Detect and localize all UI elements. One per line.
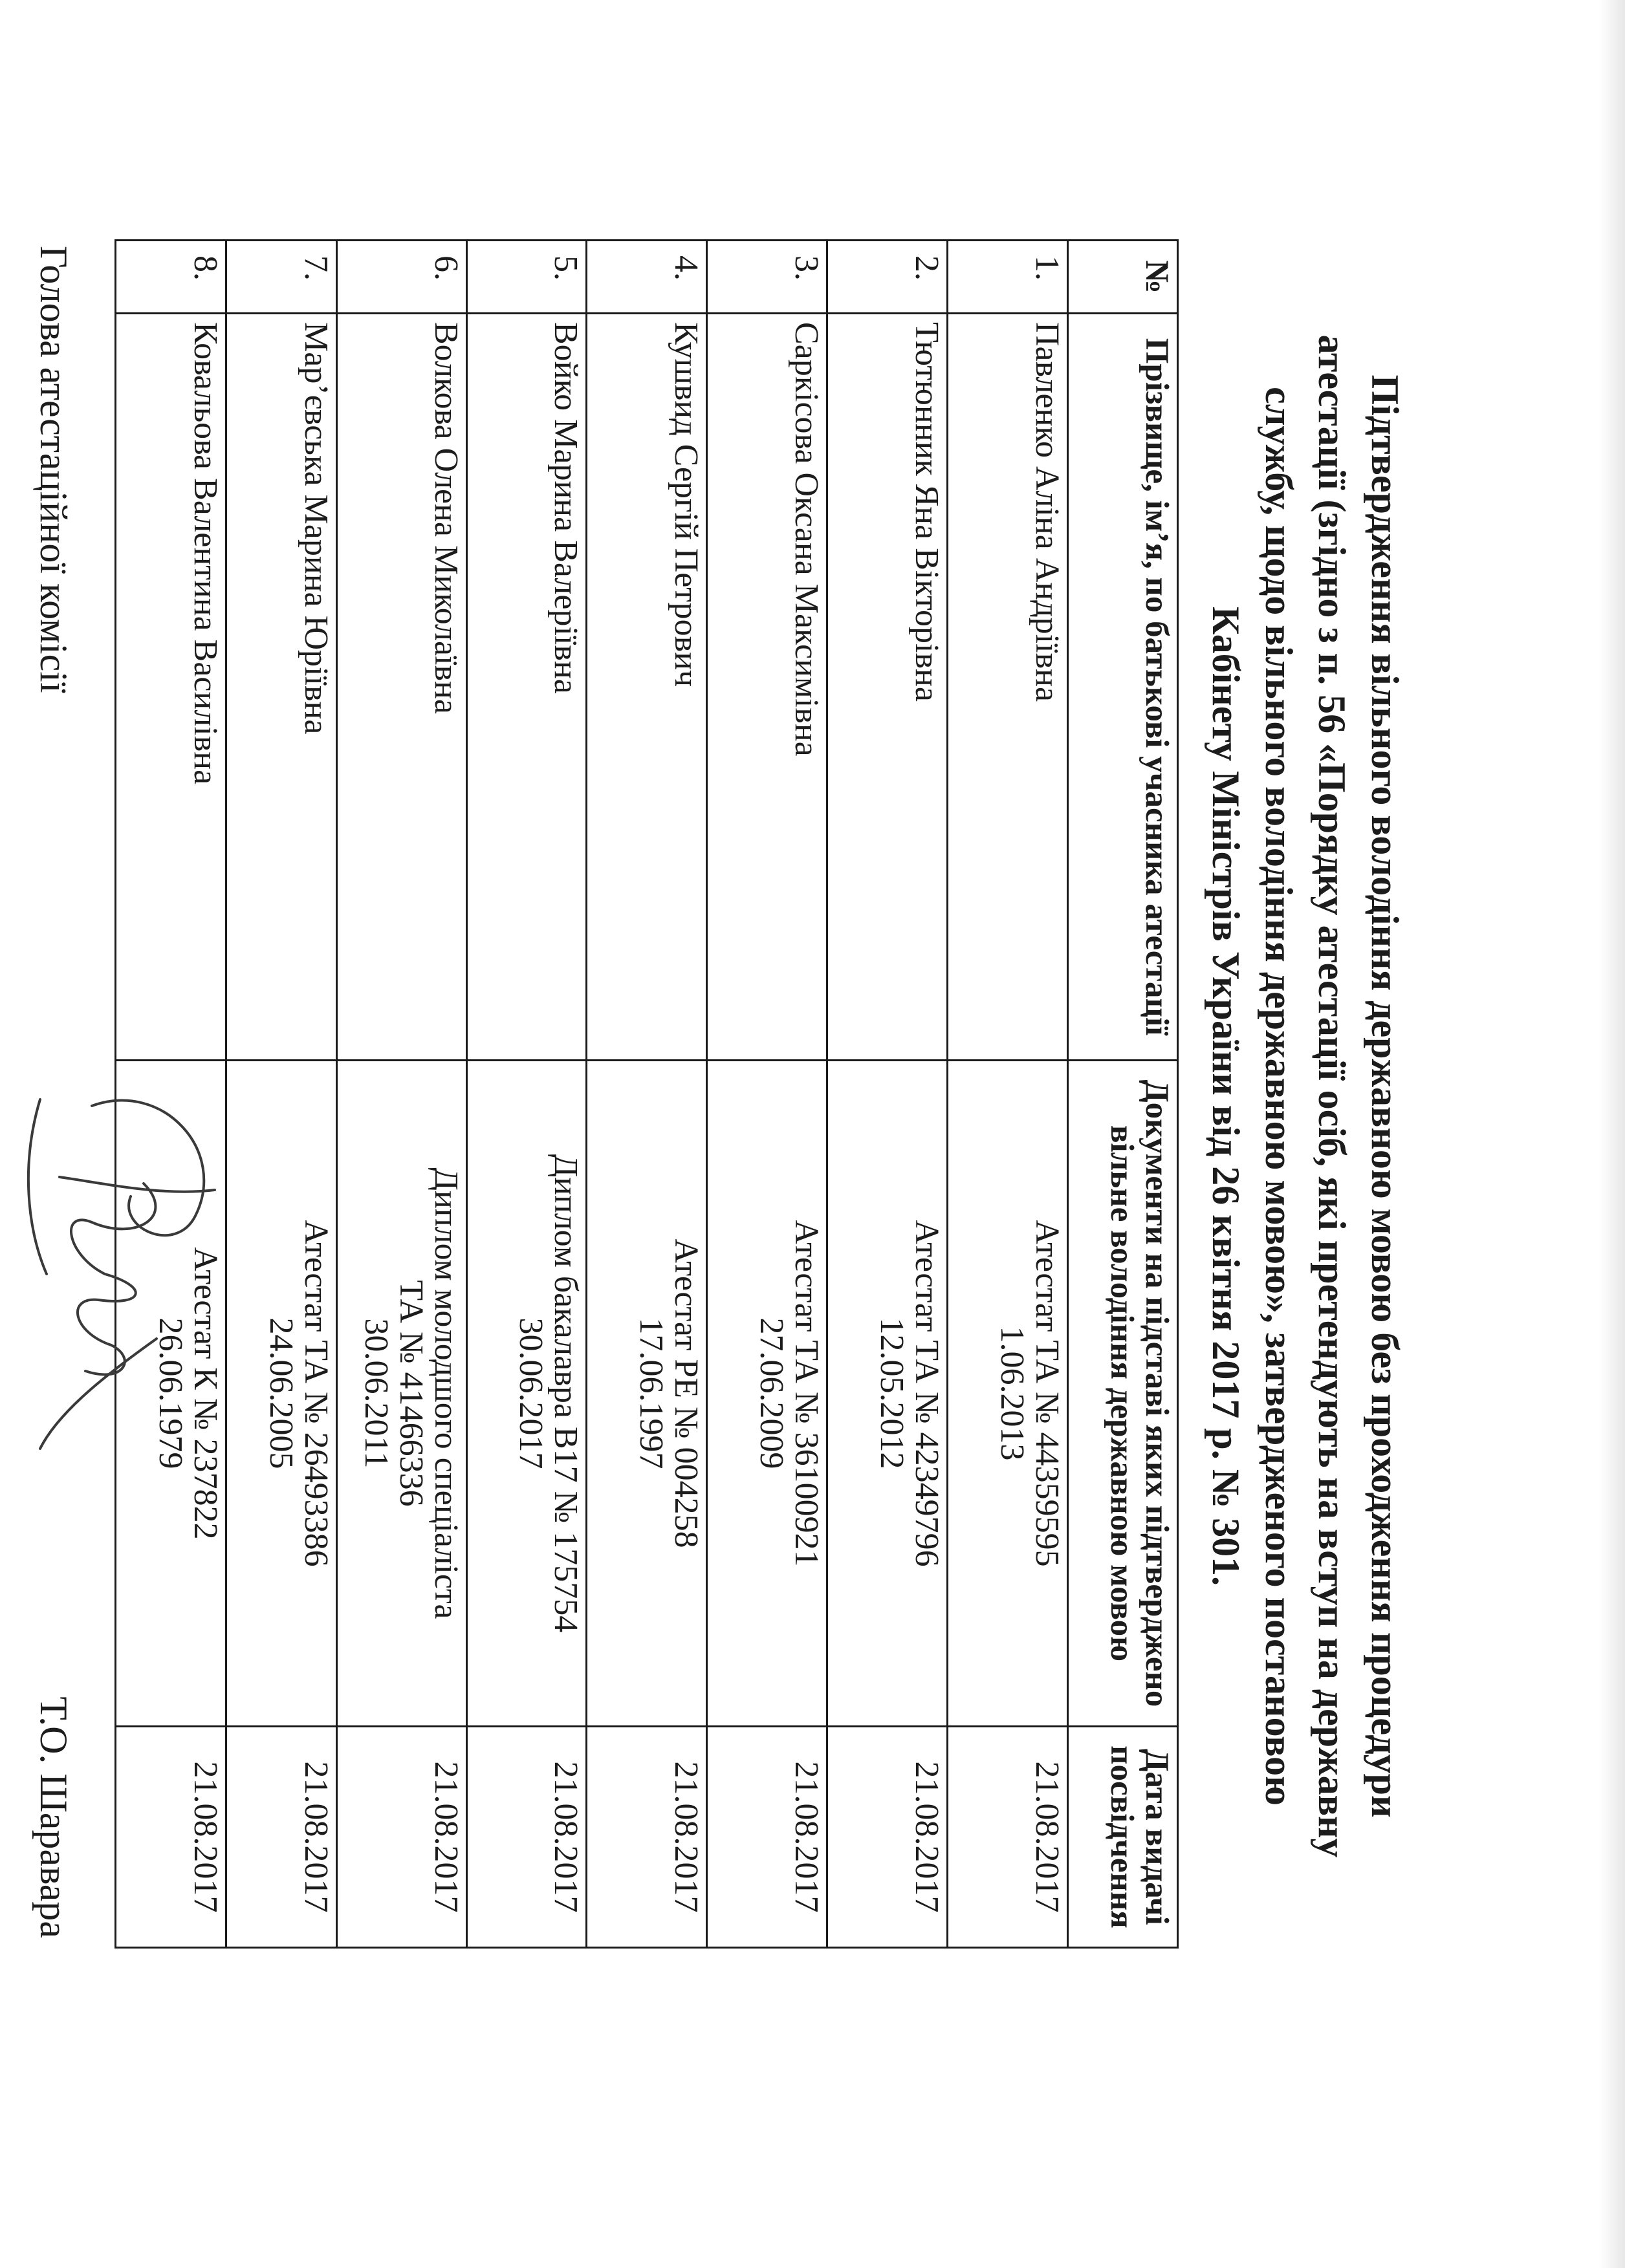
document-line: Диплом молодшого спеціаліста <box>427 1167 464 1619</box>
header-issue-date: Дата видачі посвідчення <box>1068 1727 1178 1948</box>
table-row <box>948 241 1068 1948</box>
document-details <box>587 1061 707 1727</box>
header-name: Прізвище, ім’я, по батькові учасника атестації <box>1068 314 1178 1061</box>
title-line-2: атестації (згідно з п. 56 «Порядку атестації осіб, які претендують на вступ на державну <box>1311 334 1353 1858</box>
table-row <box>707 241 827 1948</box>
table-header-row <box>1068 241 1178 1948</box>
table-row <box>466 241 587 1948</box>
table-row <box>336 241 466 1948</box>
title-line-4: Кабінету Міністрів України від 26 квітня 2017 р. № 301. <box>1205 606 1247 1586</box>
participant-name: Волкова Олена Миколаївна <box>336 314 466 1061</box>
participant-name: Саркісова Оксана Максимівна <box>707 314 827 1061</box>
chair-name: Т.О. Шараварa <box>32 1696 75 1938</box>
issue-date: 21.08.2017 <box>827 1727 948 1948</box>
issue-date: 21.08.2017 <box>226 1727 336 1948</box>
row-number: 5. <box>466 241 587 314</box>
document-line: ТА № 41466336 <box>392 1280 430 1507</box>
participant-name: Павленко Аліна Андріївна <box>948 314 1068 1061</box>
attestation-table <box>115 239 1179 1949</box>
chair-label: Голова атестаційної комісії <box>32 246 75 693</box>
issue-date: 21.08.2017 <box>948 1727 1068 1948</box>
participant-name: Войко Марина Валеріївна <box>466 314 587 1061</box>
document-line: Атестат ТА № 36100921 <box>788 1220 825 1567</box>
issue-date: 21.08.2017 <box>587 1727 707 1948</box>
document-title <box>1199 233 1412 1960</box>
document-line: Атестат ТА № 42349796 <box>908 1220 946 1567</box>
document-line: 12.05.2012 <box>873 1317 911 1469</box>
header-documents: Документи на підставі яких підтверджено вільне володіння державною мовою <box>1068 1061 1178 1727</box>
document-line: 30.06.2011 <box>357 1318 395 1469</box>
table-row <box>587 241 707 1948</box>
row-number: 6. <box>336 241 466 314</box>
issue-date: 21.08.2017 <box>707 1727 827 1948</box>
row-number: 4. <box>587 241 707 314</box>
table-row <box>827 241 948 1948</box>
document-line: Атестат РЕ № 004258 <box>668 1238 705 1548</box>
document-line: 1.06.2013 <box>994 1326 1031 1461</box>
header-number: № <box>1068 241 1178 314</box>
title-line-3: службу, щодо вільного володіння державною мовою», затвердженого постановою <box>1258 387 1300 1806</box>
row-number: 8. <box>116 241 226 314</box>
document-line: 24.06.2005 <box>262 1317 300 1469</box>
title-line-1: Підтвердження вільного володіння державною мовою без проходження процедури <box>1364 374 1406 1818</box>
participant-name: Кушвид Сергій Петрович <box>587 314 707 1061</box>
document-line: 26.06.1979 <box>151 1317 189 1469</box>
document-line: Атестат ТА № 26493386 <box>297 1220 334 1567</box>
row-number: 1. <box>948 241 1068 314</box>
document-details <box>466 1061 587 1727</box>
document-line: 27.06.2009 <box>753 1317 791 1469</box>
issue-date: 21.08.2017 <box>336 1727 466 1948</box>
document-details <box>707 1061 827 1727</box>
row-number: 2. <box>827 241 948 314</box>
row-number: 7. <box>226 241 336 314</box>
document-line: Атестат К № 237822 <box>186 1247 224 1540</box>
document-details <box>827 1061 948 1727</box>
participant-name: Мар’євська Марина Юріївна <box>226 314 336 1061</box>
document-details <box>336 1061 466 1727</box>
participant-name: Тютюнник Яна Вікторівна <box>827 314 948 1061</box>
document-line: Атестат ТА № 44359595 <box>1029 1220 1065 1567</box>
handwritten-signature-icon <box>8 1061 254 1462</box>
issue-date: 21.08.2017 <box>466 1727 587 1948</box>
document-details <box>948 1061 1068 1727</box>
row-number: 3. <box>707 241 827 314</box>
document-line: 17.06.1997 <box>633 1317 670 1469</box>
document-line: 30.06.2017 <box>512 1317 550 1469</box>
issue-date: 21.08.2017 <box>116 1727 226 1948</box>
document-line: Диплом бакалавра В17 № 175754 <box>547 1154 585 1633</box>
participant-name: Ковальова Валентина Василівна <box>116 314 226 1061</box>
